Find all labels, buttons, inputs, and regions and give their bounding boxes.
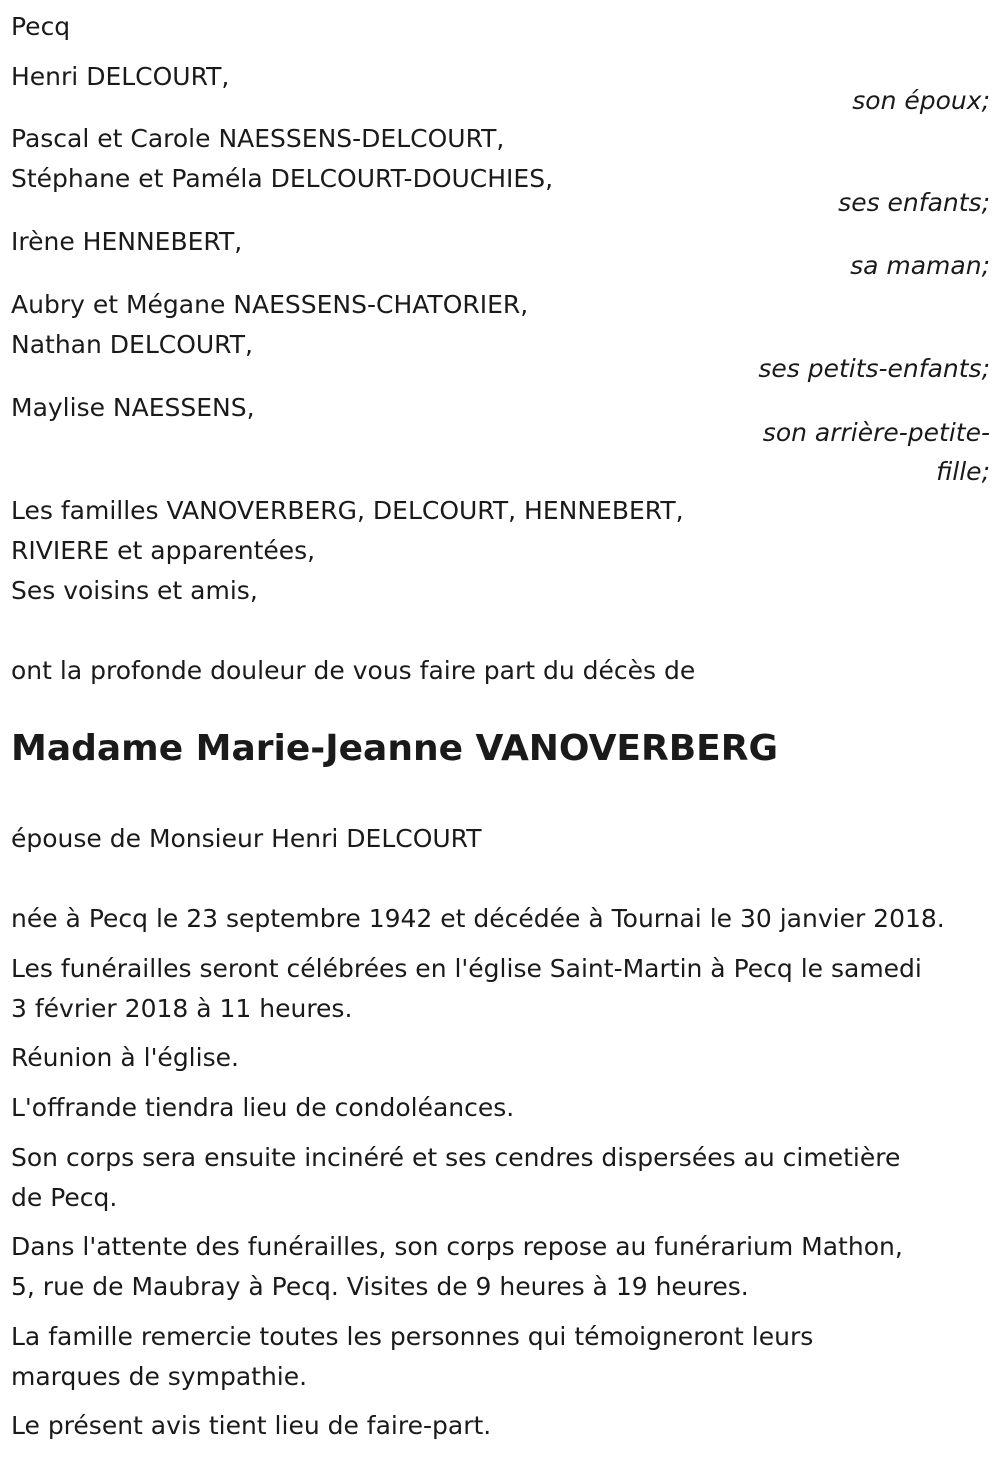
other-relatives-line: RIVIERE et apparentées,	[11, 536, 316, 565]
cremation-line: Son corps sera ensuite incinéré et ses cendres dispersées au cimetière	[11, 1143, 901, 1172]
spouse-name: Henri DELCOURT,	[11, 62, 230, 91]
child-name: Pascal et Carole NAESSENS-DELCOURT,	[11, 124, 505, 153]
funerarium-line: Dans l'attente des funérailles, son corps repose au funérarium Mathon,	[11, 1232, 903, 1261]
grandchildren-relation: ses petits-enfants;	[758, 354, 990, 383]
announcement-intro: ont la profonde douleur de vous faire part du décès de	[11, 656, 696, 685]
offering-line: L'offrande tiendra lieu de condoléances.	[11, 1093, 515, 1122]
deceased-name: Madame Marie-Jeanne VANOVERBERG	[11, 728, 779, 769]
mother-relation: sa maman;	[850, 251, 990, 280]
great-grandchild-name: Maylise NAESSENS,	[11, 393, 255, 422]
funeral-line: 3 février 2018 à 11 heures.	[11, 994, 353, 1023]
grandchild-name: Aubry et Mégane NAESSENS-CHATORIER,	[11, 290, 529, 319]
closing-line: Le présent avis tient lieu de faire-part.	[11, 1411, 492, 1440]
location-header: Pecq	[11, 12, 71, 41]
funerarium-line: 5, rue de Maubray à Pecq. Visites de 9 heures à 19 heures.	[11, 1272, 749, 1301]
other-relatives-line: Ses voisins et amis,	[11, 576, 258, 605]
children-relation: ses enfants;	[838, 188, 990, 217]
thanks-line: La famille remercie toutes les personnes qui témoigneront leurs	[11, 1322, 814, 1351]
funeral-line: Les funérailles seront célébrées en l'église Saint-Martin à Pecq le samedi	[11, 954, 922, 983]
spouse-of-line: épouse de Monsieur Henri DELCOURT	[11, 824, 482, 853]
birth-death-line: née à Pecq le 23 septembre 1942 et décédée à Tournai le 30 janvier 2018.	[11, 904, 945, 933]
thanks-line: marques de sympathie.	[11, 1362, 308, 1391]
cremation-line: de Pecq.	[11, 1183, 118, 1212]
child-name: Stéphane et Paméla DELCOURT-DOUCHIES,	[11, 164, 554, 193]
mother-name: Irène HENNEBERT,	[11, 227, 243, 256]
meeting-line: Réunion à l'église.	[11, 1043, 239, 1072]
great-grandchild-relation: fille;	[936, 457, 990, 486]
spouse-relation: son époux;	[852, 86, 990, 115]
great-grandchild-relation: son arrière-petite-	[762, 418, 990, 447]
grandchild-name: Nathan DELCOURT,	[11, 330, 253, 359]
other-relatives-line: Les familles VANOVERBERG, DELCOURT, HENNEBERT,	[11, 496, 684, 525]
